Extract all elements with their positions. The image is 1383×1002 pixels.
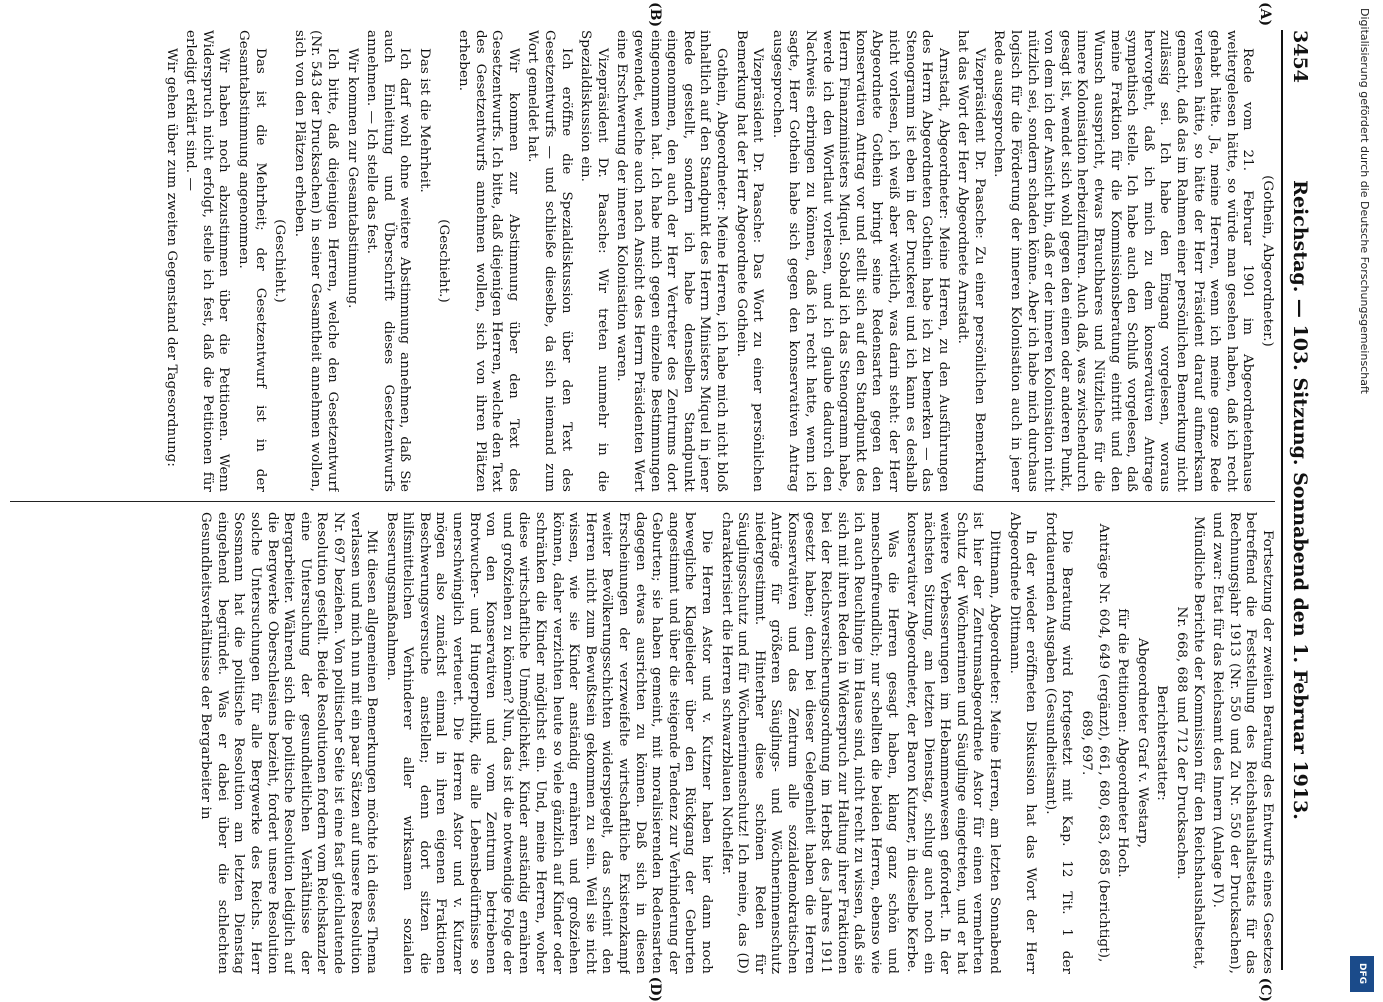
centered-line: (Geschieht.) xyxy=(436,219,452,303)
centered-line: Abgeordneter Graf v. Westarp, xyxy=(1134,637,1150,849)
left-column xyxy=(10,30,1275,492)
dfg-logo: DFG xyxy=(1350,956,1374,992)
paragraph: Ich eröffne die Spezialdiskussion über den Text des Gesetzentwurfs — und schließe dieselbe, da sich niemand zum Wort gemeldet hat. xyxy=(525,30,574,492)
paragraph: Vizepräsident Dr. Paasche: Wir treten nunmehr in die Spezialdiskussion ein. xyxy=(578,30,610,492)
centered-line: Berichterstatter: xyxy=(1154,685,1170,801)
margin-mark-a: (A) xyxy=(1257,2,1273,27)
column-divider xyxy=(10,501,1275,502)
centered-line: Anträge Nr. 604, 649 (ergänzt), 661, 680, 683, 685 (berichtigt), 689, 697. xyxy=(1079,523,1111,963)
page-header xyxy=(1281,30,1317,970)
paragraph: Gothein, Abgeordneter: Meine Herren, ich habe mich nicht bloß inhaltlich auf den Standpunkt des Herrn Ministers Miquel in jener Rede gestellt, sondern ich habe denselben Standpunkt eingenommen, den auch der Herr Vertreter des Zentrums dort eingenommen hat. Ich habe mich gegen einzelne Bestimmungen gewendet, welche auch nach Ansicht des Herrn Präsidenten Wert eine Erschwerung der inneren Kolonisation waren. xyxy=(614,30,729,492)
centered-line: für die Petitionen: Abgeordneter Hoch. xyxy=(1115,608,1131,878)
paragraph: Wir kommen zur Gesamtabstimmung. xyxy=(344,48,360,309)
margin-mark-d: (D) xyxy=(647,976,663,1002)
paragraph: Fortsetzung der zweiten Beratung des Entwurfs eines Gesetzes betreffend die Feststellung des Reichshaushaltsetats für das Rechnungsjahr 1913 (Nr. 550 und Zu Nr. 550 der Drucksachen), und zwar: Etat für das Reichsamt des Innern (Anlage IV). xyxy=(1210,512,1275,974)
paragraph: Dittmann, Abgeordneter: Meine Herren, am letzten Sonnabend ist hier der Zentrumsabgeordnete Astor für einen vermehrten Schutz der Wöchnerinnen und Säuglinge eingetreten, und er hat weitere Verbesserungen im Hebammenwesen gefordert. In der nächsten Sitzung, am letzten Dienstag, schlug auch noch ein konservativer Abgeordneter, der Baron Kutzner, in dieselbe Kerbe. xyxy=(904,512,1003,974)
funding-notice: Digitalisierung gefördert durch die Deutsche Forschungsgemeinschaft xyxy=(1358,8,1371,394)
paragraph: Die Herren Astor und v. Kutzner haben hier dann noch bewegliche Klagelieder über den Rückgang der Geburten angestimmt und über die steigende Tendenz zur Verhinderung der Geburten; sie haben gemeint, mit moralisierenden Redensarten dagegen etwas ausrichten zu können. Daß sich in diesen Erscheinungen der verzweifelte wirtschaftliche Existenzkampf weiter Bevölkerungsschichten widerspiegelt, das scheint den Herren nicht zum Bewußtsein gekommen zu sein. Weil sie nicht wissen, wie sie Kinder anständig ernähren und großziehen können, daher verzichten heute so viele gänzlich auf Kinder oder schränken die Kinder möglichst ein. Und, meine Herren, woher diese wirtschaftliche Unmöglichkeit, Kinder anständig ernähren und großziehen zu können? Nun, das ist die notwendige Folge der von den Konservativen und vom Zentrum betriebenen Brotwucher- und Hungerpolitik, die alle Lebensbedürfnisse so unerschwinglich verteuert. Die Herren Astor und v. Kutzner mögen also zunächst einmal in ihren eigenen Fraktionen Beschwerungsversuche anstellen; denn dort sitzen die hilfsmittelichen Verhinderer aller wirksamen sozialen Besserungsmaßnahmen. xyxy=(383,512,714,974)
paragraph: Was die Herren gesagt haben, klang ganz schön und menschenfreundlich; nur schellten die beiden Herren, ebenso wie ich auch Reuchlinge im Hause sind, nicht recht zu wissen, daß sie sich mit ihren Reden in Widerspruch zur Haltung ihrer Fraktionen bei der Reichsversicherungsordnung im Herbst des Jahres 1911 gesetzt haben; denn bei dieser Gelegenheit haben die Herren Konservativen und das Zentrum alle sozialdemokratischen Anträge für größeren Säuglings- und Wöchnerinnenschutz niedergestimmt. Hinterher diese schönen Reden für Säuglingsschutz und für Wöchnerinnenschutz! Ich meine, das (D) charakterisiert die Herren schwarzblauen Nothelfer. xyxy=(718,512,900,974)
right-column xyxy=(10,512,1275,974)
paragraph: Die Beratung wird fortgesetzt mit Kap. 12 Tit. 1 der fortdauernden Ausgaben (Gesundheitsamt). xyxy=(1042,512,1075,974)
paragraph: Wir gehen über zum zweiten Gegenstand der Tagesordnung: xyxy=(163,48,179,468)
margin-mark-b: (B) xyxy=(647,2,663,28)
paragraph: Vizepräsident Dr. Paasche: Das Wort zu einer persönlichen Bemerkung hat der Herr Abgeordnete Gothein. xyxy=(733,30,766,492)
paragraph: In der wieder eröffneten Diskussion hat das Wort der Herr Abgeordnete Dittmann. xyxy=(1006,512,1039,974)
centered-line: (Gothein, Abgeordneter.) xyxy=(1260,175,1275,347)
centered-line: (Geschieht.) xyxy=(272,219,288,303)
paragraph: Ich darf wohl ohne weitere Abstimmung annehmen, daß Sie auch Einleitung und Überschrift dieses Gesetzentwurfs annehmen. — Ich stelle das fest. xyxy=(364,30,413,492)
margin-mark-c: (C) xyxy=(1257,977,1273,1002)
paragraph: Das ist die Mehrheit. xyxy=(416,48,432,193)
paragraph: Mit diesen allgemeinen Bemerkungen möchte ich dieses Thema verlassen und mich nun mit ein paar Sätzen auf unsere Resolution Nr. 697 beziehen. Von politischer Seite ist eine fast gleichlautende Resolution gestellt. Beide Resolutionen fordern vom Reichskanzler eine Untersuchung der gesundheitlichen Verhältnisse der Bergarbeiter. Während sich die politische Resolution lediglich auf die Bergwerke Oberschlesiens bezieht, fordert unsere Resolution solche Untersuchungen für alle Bergwerke des Reichs. Herr Sossmann hat die politische Resolution am letzten Dienstag eingehend begründet. Was er dabei über die schlechten Gesundheitsverhältnisse der Bergarbeiter in xyxy=(198,512,380,974)
paragraph: Ich bitte, daß diejenigen Herren, welche den Gesetzentwurf (Nr. 543 der Drucksachen) in seiner Gesamtheit annehmen wollen, sich von den Plätzen erheben. xyxy=(291,30,340,492)
digitization-sidebar xyxy=(1346,0,1383,1000)
page-number: 3454 xyxy=(1289,30,1311,83)
paragraph: Wir haben noch abzustimmen über die Petitionen. Wenn Widerspruch nicht erfolgt, stelle ich fest, daß die Petitionen für erledigt erklärt sind. — xyxy=(183,30,232,492)
paragraph: Arnstadt, Abgeordneter: Meine Herren, zu den Ausführungen des Herrn Abgeordneten Gothein habe ich zu bemerken — das Stenogramm ist eben in der Druckerei und ich kann es deshalb nicht vorlesen, ich weiß aber wörtlich, was darin steht: der Herr Abgeordnete Gothein bringt seine Redensarten gegen den konservativen Antrag vor und stellt sich auf den Standpunkt des Herrn Finanzministers Miquel. Sobald ich das Stenogramm habe, werde ich den Wortlaut vorlesen, und ich glaube dadurch den Nachweis erbringen zu können, daß ich recht hatte, wenn ich sagte, Herr Gothein habe sich gegen den konservativen Antrag ausgesprochen. xyxy=(769,30,951,492)
centered-line: Mündliche Berichte der Kommission für den Reichshaushaltsetat, Nr. 668, 688 und 712 der Drucksachen. xyxy=(1174,516,1206,970)
text-columns xyxy=(10,2,1275,1002)
page-title: Reichstag. — 103. Sitzung. Sonnabend den 1. Februar 1913. xyxy=(1289,180,1311,820)
paragraph: Das ist die Mehrheit; der Gesetzentwurf ist in der Gesamtabstimmung angenommen. xyxy=(235,30,268,492)
paragraph: Vizepräsident Dr. Paasche: Zu einer persönlichen Bemerkung hat das Wort der Herr Abgeordnete Arnstadt. xyxy=(955,30,987,492)
paragraph: Wir kommen zur Abstimmung über den Text des Gesetzentwurfs. Ich bitte, daß diejenigen Herren, welche den Text des Gesetzentwurfs annehmen wollen, sich von ihren Plätzen erheben. xyxy=(456,30,521,492)
paragraph: Rede vom 21. Februar 1901 im Abgeordnetenhause weitergelesen hätte, so würde man gesehen haben, daß ich recht gehabt hätte. Ja, meine Herren, wenn ich meine ganze Rede verlesen hätte, so hätte der Herr Präsident darauf aufmerksam gemacht, daß das im Rahmen einer persönlichen Bemerkung nicht zulässig sei. Ich habe den Eingang vorgelesen, woraus hervorgeht, daß ich mich zu dem konservativen Antrage sympathisch stelle. Ich habe auch den Schluß vorgelesen, daß meine Fraktion für die Kommissionsberatung eintritt und den Wunsch ausspricht, etwas Brauchbares und Nützliches für die innere Kolonisation herbeizuführen. Auch daß, was zwischendurch gesagt ist, wendet sich wohl gegen den einen oder anderen Punkt, von dem ich der Ansicht bin, daß er der inneren Kolonisation nicht nützlich sei, sondern schaden könne. Aber ich habe mich durchaus logisch für die Förderung der inneren Kolonisation auch in jener Rede ausgesprochen. xyxy=(991,30,1256,492)
